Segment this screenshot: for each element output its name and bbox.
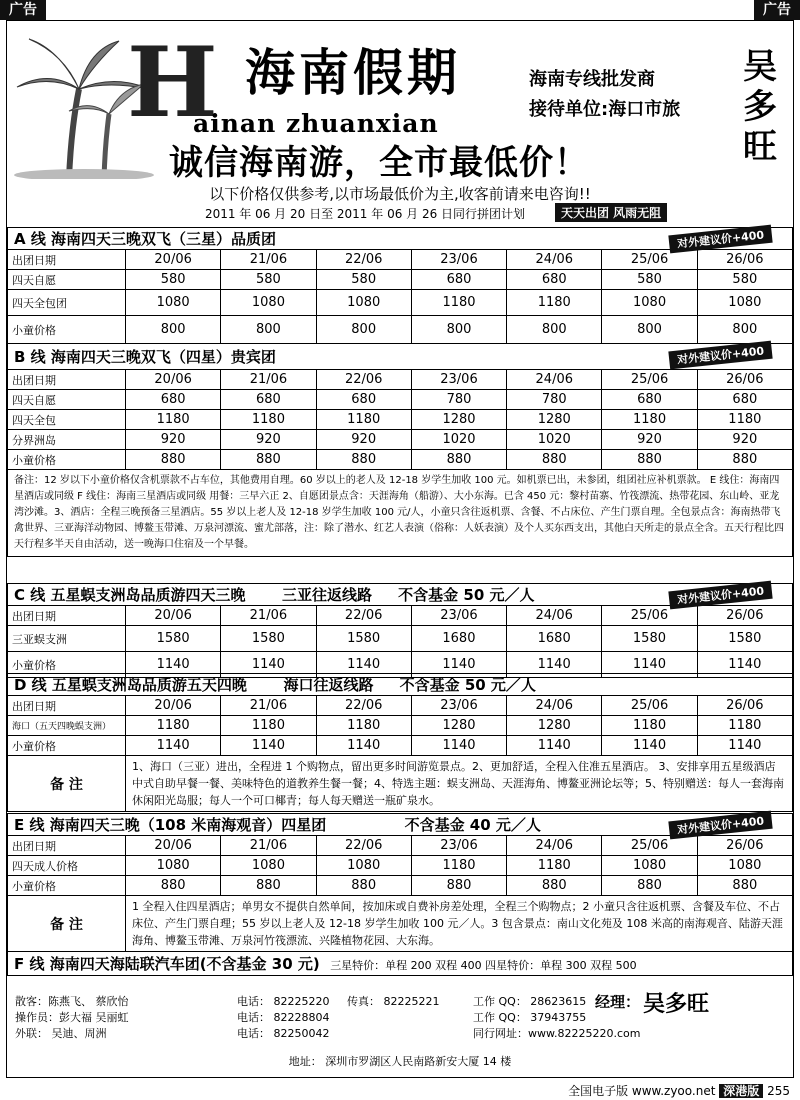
price-cell: 880 [602, 876, 697, 896]
row-label: 分界洲岛 [8, 430, 126, 450]
date-label: 出团日期 [8, 250, 126, 270]
date-cell: 24/06 [507, 250, 602, 270]
price-cell: 1580 [602, 626, 697, 652]
line-e-fund: 不含基金 40 元／人 [404, 816, 541, 834]
price-cell: 580 [697, 270, 792, 290]
date-label: 出团日期 [8, 370, 126, 390]
suggested-price-badge: 对外建议价+400 [668, 225, 773, 254]
note-e-label: 备 注 [8, 896, 126, 952]
price-cell: 1580 [221, 626, 316, 652]
price-cell: 880 [126, 876, 221, 896]
row-label: 小童价格 [8, 316, 126, 344]
price-cell: 920 [602, 430, 697, 450]
line-d-title-text: D 线 五星蜈支洲岛品质游五天四晚 [14, 676, 247, 694]
table-row [8, 876, 793, 896]
price-cell: 1080 [316, 290, 411, 316]
date-cell: 21/06 [221, 696, 316, 716]
line-c-title-text: C 线 五星蜈支洲岛品质游四天三晚 [14, 586, 246, 604]
price-cell: 880 [316, 876, 411, 896]
line-d-fund: 不含基金 50 元／人 [399, 676, 536, 694]
date-cell: 20/06 [126, 250, 221, 270]
ad-label-left: 广告 [0, 0, 46, 20]
date-cell: 23/06 [411, 606, 506, 626]
manager-label: 经理： [595, 993, 641, 1011]
brand-pinyin: ainan zhuanxian [193, 109, 439, 138]
date-cell: 20/06 [126, 606, 221, 626]
line-c-title [8, 584, 793, 606]
line-e-table [7, 813, 793, 976]
contact-tel-1: 电话： 82225220 [237, 995, 330, 1008]
date-cell: 20/06 [126, 836, 221, 856]
price-cell: 1140 [126, 652, 221, 678]
price-cell: 1140 [316, 736, 411, 756]
table-row [8, 736, 793, 756]
note-d-label: 备 注 [8, 756, 126, 812]
date-cell: 26/06 [697, 836, 792, 856]
row-label: 三亚蜈支洲 [8, 626, 126, 652]
date-cell: 26/06 [697, 606, 792, 626]
price-cell: 1080 [221, 290, 316, 316]
row-label: 小童价格 [8, 736, 126, 756]
slogan: 诚信海南游，全市最低价！ [169, 143, 589, 183]
line-c-fund: 不含基金 50 元／人 [398, 586, 535, 604]
date-cell: 22/06 [316, 606, 411, 626]
price-cell: 1140 [126, 736, 221, 756]
date-row [8, 696, 793, 716]
price-cell: 1580 [697, 626, 792, 652]
price-cell: 880 [697, 876, 792, 896]
price-cell: 1140 [411, 736, 506, 756]
line-f-row [8, 952, 793, 976]
line-d-title [8, 674, 793, 696]
ad-frame [6, 20, 794, 1078]
row-label: 小童价格 [8, 876, 126, 896]
table-row [8, 430, 793, 450]
date-label: 出团日期 [8, 836, 126, 856]
row-label: 四天自愿 [8, 270, 126, 290]
line-c-table [7, 583, 793, 678]
page-number: 255 [767, 1084, 790, 1098]
date-cell: 26/06 [697, 696, 792, 716]
price-cell: 920 [221, 430, 316, 450]
price-cell: 1080 [316, 856, 411, 876]
date-cell: 22/06 [316, 836, 411, 856]
row-label: 四天全包团 [8, 290, 126, 316]
line-f-title: F 线 海南四天海陆联汽车团(不含基金 30 元) [14, 955, 320, 973]
price-cell: 580 [316, 270, 411, 290]
table-row [8, 290, 793, 316]
date-cell: 24/06 [507, 836, 602, 856]
price-cell: 1180 [221, 410, 316, 430]
price-cell: 880 [221, 450, 316, 470]
date-label: 出团日期 [8, 606, 126, 626]
price-cell: 1140 [697, 652, 792, 678]
date-cell: 22/06 [316, 370, 411, 390]
price-cell: 1080 [697, 856, 792, 876]
price-cell: 1280 [507, 716, 602, 736]
row-label: 小童价格 [8, 450, 126, 470]
price-cell: 800 [221, 316, 316, 344]
line-a-title [8, 228, 793, 250]
contact-tel-3: 电话： 82250042 [237, 1027, 330, 1040]
date-cell: 25/06 [602, 606, 697, 626]
price-cell: 800 [507, 316, 602, 344]
price-cell: 800 [316, 316, 411, 344]
price-cell: 800 [411, 316, 506, 344]
date-cell: 24/06 [507, 606, 602, 626]
price-cell: 680 [221, 390, 316, 410]
page-footer [568, 1082, 790, 1099]
price-cell: 880 [411, 450, 506, 470]
price-cell: 1180 [411, 290, 506, 316]
note-ab: 备注：12 岁以下小童价格仅含机票款不占车位，其他费用自理。60 岁以上的老人及 12-18 岁学生加收 100 元。如机票已出，未参团，组团社应补机票款。 E 线住：海南四星酒店或同级 F 线住：海南三星酒店或同级 用餐：三早六正 2、自愿团景点含：天涯海角（船游）、大小东海。已含 450 元：黎村苗寨、竹筏漂流、热带花园、东山岭、亚龙湾沙滩。3、酒店：全程三晚预备三星酒店。55 岁以上老人及 12-18 岁学生加收 100 元/人，小童只含往返机票、含餐、不占床位、产生门票自理。全包景点含：海南热带飞禽世界、三亚海洋动物园、博鳌玉带滩、万泉河漂流、蜜尤部落，注：除了潜水、红艺人表演（俗称：人妖表演）及个人买东西支出，其他白天所走的景点全含。五天行程比四天行程多半天自由活动，送一晚海口住宿及一个早餐。 [8, 470, 793, 557]
line-d-table [7, 673, 793, 812]
date-cell: 25/06 [602, 696, 697, 716]
row-label: 四天全包 [8, 410, 126, 430]
price-cell: 920 [697, 430, 792, 450]
price-cell: 1140 [411, 652, 506, 678]
footer-edition: 深港版 [719, 1084, 763, 1098]
price-cell: 1180 [316, 410, 411, 430]
row-label: 四天自愿 [8, 390, 126, 410]
table-row [8, 626, 793, 652]
price-cell: 880 [507, 450, 602, 470]
date-cell: 26/06 [697, 250, 792, 270]
suggested-price-badge: 对外建议价+400 [668, 811, 773, 840]
price-cell: 1140 [221, 652, 316, 678]
price-cell: 1080 [126, 290, 221, 316]
header [7, 21, 793, 183]
suggested-price-badge: 对外建议价+400 [668, 341, 773, 370]
date-cell: 21/06 [221, 836, 316, 856]
contact-external: 外联： 吴迪、周洲 [15, 1027, 107, 1040]
price-cell: 780 [411, 390, 506, 410]
row-label: 小童价格 [8, 652, 126, 678]
price-cell: 1280 [507, 410, 602, 430]
date-cell: 25/06 [602, 836, 697, 856]
date-cell: 21/06 [221, 370, 316, 390]
price-cell: 1180 [507, 290, 602, 316]
ad-label-right: 广告 [754, 0, 800, 20]
suggested-price-badge: 对外建议价+400 [668, 581, 773, 610]
price-cell: 1180 [602, 716, 697, 736]
price-cell: 1280 [411, 410, 506, 430]
date-cell: 20/06 [126, 370, 221, 390]
table-row [8, 390, 793, 410]
date-cell: 23/06 [411, 370, 506, 390]
price-cell: 880 [411, 876, 506, 896]
price-cell: 1180 [126, 716, 221, 736]
price-cell: 880 [316, 450, 411, 470]
price-cell: 1140 [602, 652, 697, 678]
price-cell: 1180 [697, 410, 792, 430]
note-e: 1 全程入住四星酒店；单男女不提供自然单间，按加床或自费补房差处理，全程三个购物点；2 小童只含往返机票、含餐及车位、不占床位、产生门票自理；55 岁以上老人及 12-18 岁学生加收 100 元／人。3 包含景点：南山文化苑及 108 米高的南海观音、陆游天涯海角、博鳌玉带滩、万泉河竹筏漂流、兴隆植物花园、大东海。 [126, 896, 793, 952]
price-cell: 580 [602, 270, 697, 290]
date-cell: 24/06 [507, 696, 602, 716]
line-e-title [8, 814, 793, 836]
price-cell: 880 [697, 450, 792, 470]
date-cell: 22/06 [316, 250, 411, 270]
contact-fax: 传真： 82225221 [347, 995, 440, 1008]
date-cell: 24/06 [507, 370, 602, 390]
row-label: 海口（五天四晚蜈支洲） [8, 716, 126, 736]
line-a-table [7, 227, 793, 344]
price-notice: 以下价格仅供参考,以市场最低价为主,收客前请来电咨询!! [209, 185, 591, 203]
price-cell: 1180 [221, 716, 316, 736]
brand-title: 海南假期 [245, 44, 461, 102]
price-cell: 800 [602, 316, 697, 344]
date-cell: 22/06 [316, 696, 411, 716]
line-c-route: 三亚往返线路 [282, 586, 373, 604]
price-cell: 1580 [126, 626, 221, 652]
date-cell: 21/06 [221, 250, 316, 270]
price-cell: 1140 [316, 652, 411, 678]
price-cell: 1140 [507, 652, 602, 678]
brand-name-vertical: 吴多旺 [743, 47, 777, 167]
row-label: 四天成人价格 [8, 856, 126, 876]
price-cell: 1280 [411, 716, 506, 736]
price-cell: 1140 [602, 736, 697, 756]
date-cell: 21/06 [221, 606, 316, 626]
price-cell: 1180 [602, 410, 697, 430]
price-cell: 1680 [507, 626, 602, 652]
date-cell: 23/06 [411, 250, 506, 270]
price-cell: 1580 [316, 626, 411, 652]
price-cell: 1180 [126, 410, 221, 430]
price-cell: 1140 [697, 736, 792, 756]
price-cell: 680 [126, 390, 221, 410]
price-cell: 680 [316, 390, 411, 410]
wholesaler-text: 海南专线批发商 [529, 69, 655, 90]
price-cell: 780 [507, 390, 602, 410]
price-cell: 1140 [221, 736, 316, 756]
price-cell: 1020 [411, 430, 506, 450]
table-row [8, 410, 793, 430]
price-cell: 580 [221, 270, 316, 290]
price-cell: 1080 [221, 856, 316, 876]
date-cell: 25/06 [602, 370, 697, 390]
date-row [8, 370, 793, 390]
price-cell: 1020 [507, 430, 602, 450]
date-cell: 23/06 [411, 836, 506, 856]
table-row [8, 270, 793, 290]
footer-site[interactable]: 全国电子版 www.zyoo.net [568, 1084, 716, 1098]
date-cell: 25/06 [602, 250, 697, 270]
price-cell: 1680 [411, 626, 506, 652]
price-cell: 680 [411, 270, 506, 290]
date-cell: 20/06 [126, 696, 221, 716]
contact-operator: 操作员：彭大福 吴丽虹 [15, 1011, 129, 1024]
price-cell: 1180 [697, 716, 792, 736]
contact-qq-2: 工作 QQ： 37943755 [473, 1011, 587, 1024]
address: 地址： 深圳市罗湖区人民南路新安大厦 14 楼 [288, 1055, 512, 1068]
daily-departure-stamp: 天天出团 风雨无阻 [555, 203, 667, 222]
price-cell: 800 [126, 316, 221, 344]
price-cell: 1080 [602, 290, 697, 316]
table-row [8, 716, 793, 736]
price-cell: 880 [221, 876, 316, 896]
price-cell: 800 [697, 316, 792, 344]
contact-sanke: 散客：陈燕飞、 蔡欣怡 [15, 995, 129, 1008]
price-cell: 580 [126, 270, 221, 290]
contact-tel-2: 电话： 82228804 [237, 1011, 330, 1024]
price-cell: 920 [126, 430, 221, 450]
price-cell: 880 [507, 876, 602, 896]
table-row [8, 450, 793, 470]
line-e-title-text: E 线 海南四天三晚（108 米南海观音）四星团 [14, 816, 327, 834]
table-row [8, 316, 793, 344]
line-b-title [8, 344, 793, 370]
price-cell: 1180 [411, 856, 506, 876]
note-d: 1、海口（三亚）进出，全程进 1 个购物点，留出更多时间游览景点。2、更加舒适，全程入住准五星酒店。 3、安排享用五星级酒店中式自助早餐一餐、美味特色的道教养生餐一餐；4、特选主题：蜈支洲岛、天涯海角、博鳌亚洲论坛等；5、特别赠送：每人一套海南休闲阳光岛服；每人一个可口椰青；每人每天赠送一瓶矿泉水。 [126, 756, 793, 812]
price-cell: 1180 [507, 856, 602, 876]
price-cell: 680 [697, 390, 792, 410]
price-cell: 680 [507, 270, 602, 290]
price-cell: 920 [316, 430, 411, 450]
price-cell: 680 [602, 390, 697, 410]
host-unit-text: 接待单位:海口市旅 [529, 99, 681, 120]
line-b-title-text: B 线 海南四天三晚双飞（四星）贵宾团 [14, 348, 276, 366]
line-a-title-text: A 线 海南四天三晚双飞（三星）品质团 [14, 230, 277, 248]
price-cell: 1140 [507, 736, 602, 756]
price-cell: 880 [602, 450, 697, 470]
contact-qq-1: 工作 QQ： 28623615 [473, 995, 587, 1008]
price-cell: 1080 [697, 290, 792, 316]
manager-name: 吴多旺 [643, 992, 710, 1017]
table-row [8, 856, 793, 876]
price-cell: 1080 [126, 856, 221, 876]
line-b-table [7, 343, 793, 557]
price-cell: 880 [126, 450, 221, 470]
date-cell: 26/06 [697, 370, 792, 390]
price-cell: 1080 [602, 856, 697, 876]
line-f-detail: 三星特价：单程 200 双程 400 四星特价：单程 300 双程 500 [330, 959, 637, 972]
logo-letter: H [127, 26, 218, 139]
contact-website[interactable]: 同行网址：www.82225220.com [473, 1027, 641, 1040]
date-range: 2011 年 06 月 20 日至 2011 年 06 月 26 日同行拼团计划 [204, 207, 526, 221]
price-cell: 1180 [316, 716, 411, 736]
date-cell: 23/06 [411, 696, 506, 716]
date-label: 出团日期 [8, 696, 126, 716]
line-d-route: 海口往返线路 [283, 676, 374, 694]
